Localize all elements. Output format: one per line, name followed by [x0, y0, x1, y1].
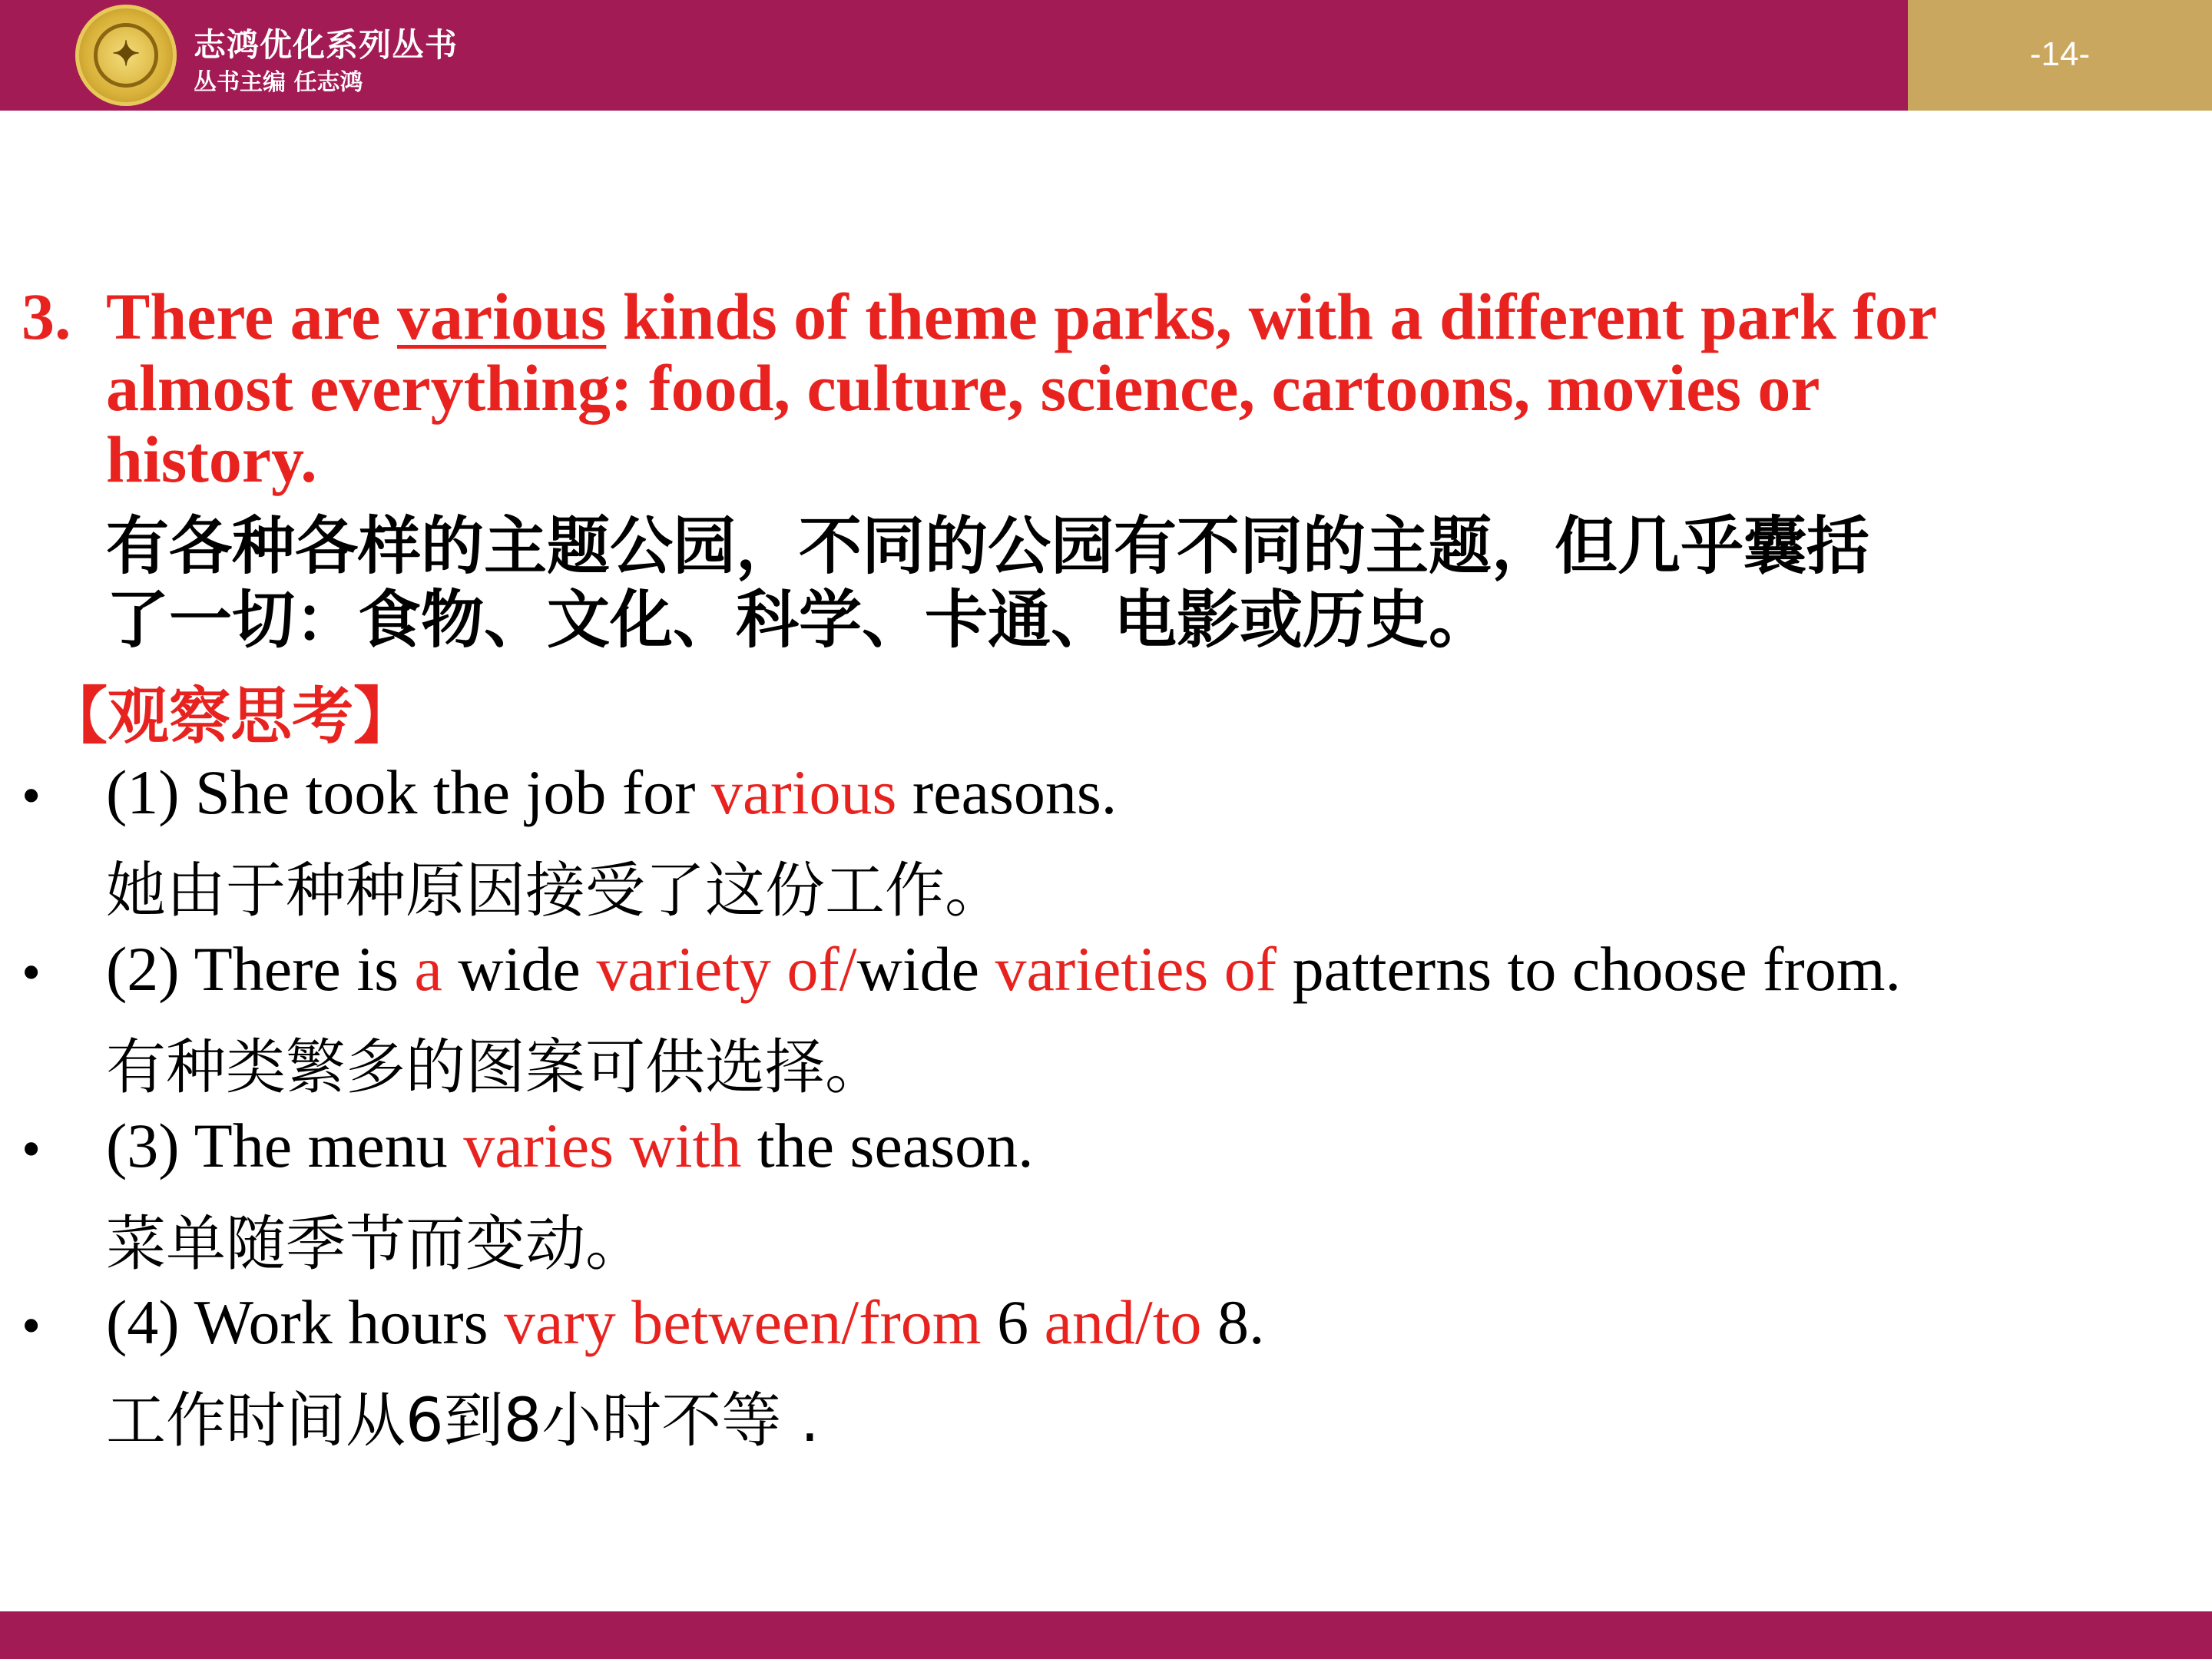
page-number: -14- [2029, 35, 2091, 73]
example-translation: 工作时间从6到8小时不等 . [106, 1386, 820, 1455]
example-highlight: a [414, 934, 442, 1004]
sentence-keyword: various [396, 280, 607, 353]
bullet-icon: • [22, 942, 41, 1003]
example-highlight: varies with [463, 1111, 742, 1181]
example-translation: 菜单随季节而变动。 [106, 1210, 646, 1279]
series-editor: 丛书主编 任志鸿 [194, 69, 363, 96]
example-text: reasons. [896, 757, 1118, 827]
example-highlight: variety of/ [596, 934, 857, 1004]
key-sentence [22, 281, 2180, 495]
example-highlight: varieties of [995, 934, 1277, 1004]
example-text: 8. [1201, 1287, 1265, 1357]
example-highlight: vary between/from [504, 1287, 982, 1357]
example-text: wide [442, 934, 597, 1004]
sentence-part-1: There are [106, 280, 397, 353]
bullet-icon: • [22, 1295, 41, 1356]
example-highlight: various [710, 757, 897, 827]
series-title: 志鸿优化系列丛书 [194, 26, 459, 64]
observe-heading: 【观察思考】 [46, 680, 415, 752]
key-sentence-line-2: almost everything: food, culture, science, cartoons, movies or [106, 351, 1820, 425]
key-sentence-line-1 [22, 281, 2180, 353]
example-sentence [106, 1286, 1265, 1359]
example-text: the season. [741, 1111, 1034, 1181]
example-sentence [106, 757, 1117, 829]
example-text: (3) The menu [106, 1111, 464, 1181]
example-sentence [106, 1110, 1034, 1182]
sentence-part-2: kinds of theme parks, with a different park for [606, 280, 1938, 353]
example-translation: 她由于种种原因接受了这份工作。 [106, 856, 1005, 926]
example-text: (2) There is [106, 934, 415, 1004]
bullet-icon: • [22, 765, 41, 826]
example-sentence [106, 933, 1901, 1005]
example-text: 6 [981, 1287, 1045, 1357]
sentence-number: 3. [22, 280, 71, 353]
example-text: wide [856, 934, 995, 1004]
translation-line-1: 有各种各样的主题公园，不同的公园有不同的主题，但几乎囊括 [106, 510, 1870, 583]
header-bar [0, 0, 2212, 111]
translation-line-2: 了一切：食物、文化、科学、卡通、电影或历史。 [106, 584, 1492, 657]
seal-ring [94, 23, 158, 88]
seal-emblem: ✦ [111, 35, 141, 73]
example-highlight: and/to [1044, 1287, 1202, 1357]
example-text: (1) She took the job for [106, 757, 711, 827]
footer-bar [0, 1611, 2212, 1659]
key-sentence-line-3: history. [106, 422, 317, 496]
bullet-icon: • [22, 1118, 41, 1180]
page-number-box [1908, 0, 2212, 111]
example-text: patterns to choose from. [1277, 934, 1902, 1004]
example-text: (4) Work hours [106, 1287, 504, 1357]
example-translation: 有种类繁多的图案可供选择。 [106, 1033, 886, 1102]
series-seal-icon [75, 5, 177, 106]
key-sentence-translation [106, 510, 2195, 657]
